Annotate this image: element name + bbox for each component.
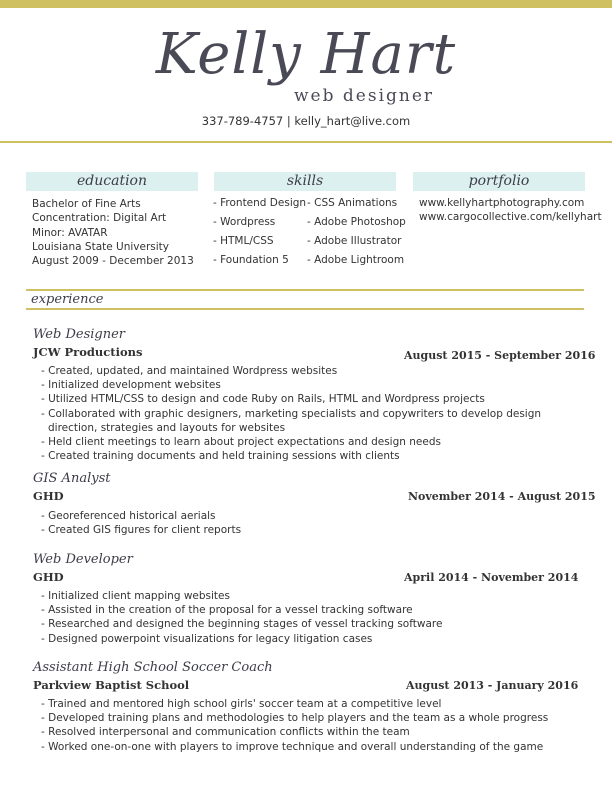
skills-right-column (307, 194, 406, 270)
experience-rule-bottom (26, 308, 584, 310)
experience-rule-top (26, 289, 584, 291)
skills-left-column (213, 194, 306, 270)
skill-item: - Wordpress (213, 216, 276, 228)
job-title: GIS Analyst (33, 471, 111, 486)
job-bullet: - Trained and mentored high school girls' soccer team at a competitive level (41, 698, 442, 710)
job-bullet: - Designed powerpoint visualizations for legacy litigation cases (41, 632, 373, 645)
skills-heading: skills (214, 172, 396, 191)
job-company: GHD (33, 489, 64, 503)
header-divider (0, 141, 612, 143)
skill-item: - Frontend Design (213, 197, 307, 209)
education-line: August 2009 - December 2013 (32, 255, 194, 268)
education-line: Concentration: Digital Art (32, 212, 167, 225)
portfolio-link[interactable]: www.cargocollective.com/kellyhart (419, 211, 602, 224)
skill-item: - HTML/CSS (213, 235, 274, 247)
job-title: Web Developer (33, 552, 133, 567)
portfolio-link[interactable]: www.kellyhartphotography.com (419, 197, 585, 209)
job-bullets (41, 509, 241, 537)
education-line: Bachelor of Fine Arts (32, 198, 141, 210)
experience-heading: experience (31, 292, 104, 307)
job-bullet: - Resolved interpersonal and communication conflicts within the team (41, 726, 410, 739)
job-bullet: - Collaborated with graphic designers, marketing specialists and copywriters to develop design (41, 407, 542, 420)
job-dates: November 2014 - August 2015 (408, 490, 596, 503)
job-bullet: direction, strategies and layouts for websites (48, 421, 286, 434)
skill-item: - Adobe Lightroom (307, 254, 405, 266)
job-bullet: - Created training documents and held training sessions with clients (41, 450, 400, 463)
portfolio-block (419, 196, 602, 225)
top-accent-bar (0, 0, 612, 8)
job-bullet: - Georeferenced historical aerials (41, 510, 216, 522)
resume-role: web designer (294, 86, 435, 106)
job-bullets (41, 589, 442, 646)
job-bullet: - Created GIS figures for client reports (41, 524, 242, 537)
job-bullet: - Developed training plans and methodologies to help players and the team as a whole progress (41, 712, 549, 725)
job-bullets (41, 364, 541, 463)
education-line: Louisiana State University (32, 240, 170, 253)
skill-item: - Adobe Photoshop (307, 216, 406, 228)
job-bullet: - Researched and designed the beginning stages of vessel tracking software (41, 618, 443, 631)
education-heading: education (26, 172, 198, 191)
portfolio-heading: portfolio (413, 172, 585, 191)
job-bullet: - Initialized development websites (41, 379, 221, 392)
job-dates: August 2013 - January 2016 (406, 679, 579, 692)
job-bullet: - Created, updated, and maintained Wordpress websites (41, 365, 338, 377)
skill-item: - Adobe Illustrator (307, 235, 402, 247)
job-bullet: - Utilized HTML/CSS to design and code Ruby on Rails, HTML and Wordpress projects (41, 393, 485, 406)
skill-item: - CSS Animations (307, 197, 398, 209)
job-bullets (41, 697, 548, 754)
resume-name: Kelly Hart (155, 22, 457, 87)
job-company: JCW Productions (33, 345, 143, 359)
job-bullet: - Held client meetings to learn about project expectations and design needs (41, 436, 441, 449)
job-bullet: - Worked one-on-one with players to improve technique and overall understanding of the game (41, 740, 544, 753)
education-block (32, 197, 194, 268)
job-company: Parkview Baptist School (33, 678, 190, 692)
job-dates: August 2015 - September 2016 (404, 349, 596, 362)
job-bullet: - Assisted in the creation of the proposal for a vessel tracking software (41, 604, 413, 617)
contact-info: 337-789-4757 | kelly_hart@live.com (201, 114, 411, 128)
job-title: Web Designer (33, 327, 125, 342)
skill-item: - Foundation 5 (213, 254, 289, 266)
job-dates: April 2014 - November 2014 (404, 571, 579, 584)
job-bullet: - Initialized client mapping websites (41, 590, 230, 602)
job-company: GHD (33, 570, 64, 584)
education-line: Minor: AVATAR (32, 226, 108, 239)
job-title: Assistant High School Soccer Coach (33, 660, 273, 675)
